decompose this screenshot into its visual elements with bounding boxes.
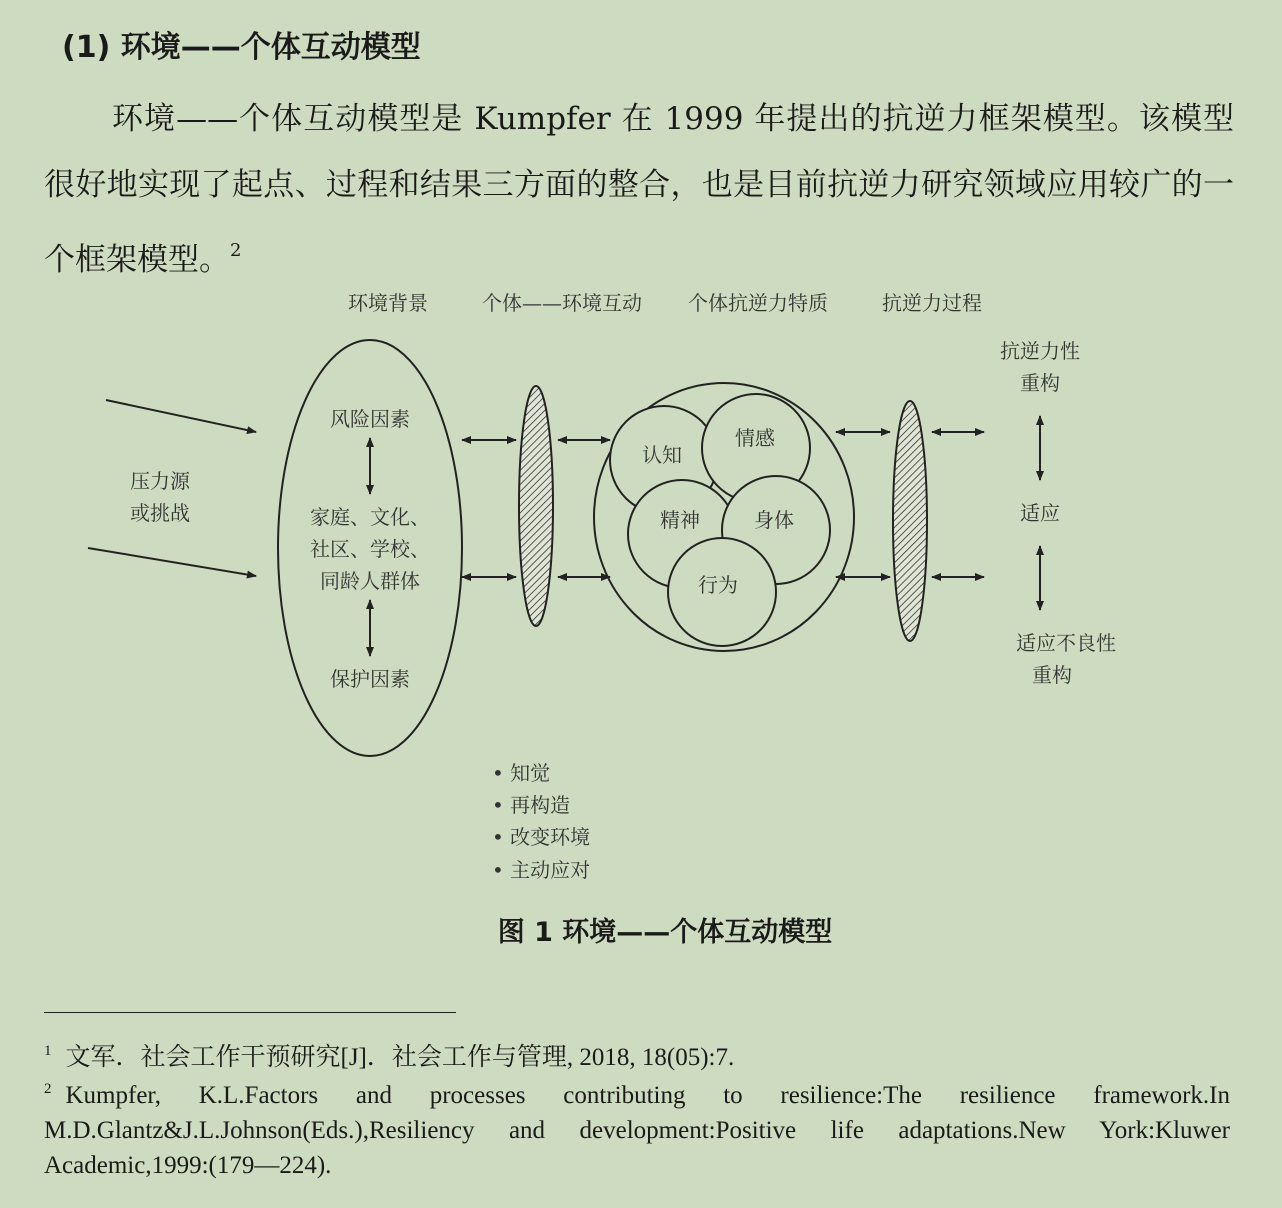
bullet-icon: • xyxy=(492,793,511,817)
risk-factors-label: 风险因素 xyxy=(330,407,410,431)
trait-label-body: 身体 xyxy=(754,508,794,532)
process-lens-right xyxy=(893,401,927,641)
outcome-adaptation: 适应 xyxy=(1020,501,1060,525)
header-individual-resilience-traits: 个体抗逆力特质 xyxy=(688,291,828,315)
outcome-resilient-line2: 重构 xyxy=(1020,371,1060,395)
footnote-2-text: Kumpfer, K.L.Factors and processes contributing to resilience:The resilience framework.In M.D.Glantz&J.L.Johnson(Eds.),Resiliency and development:Positive life adaptations.New York:Kluwer Academic,1999:(179—224). xyxy=(44,1082,1230,1179)
outcome-maladaptive-line2: 重构 xyxy=(1032,663,1072,687)
process-item-reframing-label: 再构造 xyxy=(510,793,571,817)
trait-label-cognition: 认知 xyxy=(642,443,682,467)
process-item-perception-label: 知觉 xyxy=(510,761,551,785)
body-paragraph xyxy=(44,86,1234,293)
process-item-change-environment-label: 改变环境 xyxy=(510,825,591,849)
stressor-label-line1: 压力源 xyxy=(130,469,190,493)
footnote-2-number: 2 xyxy=(44,1081,52,1097)
footnote-2 xyxy=(44,1072,1230,1183)
context-label-line2: 社区、学校、 xyxy=(310,537,430,561)
footnote-1-text: 文军．社会工作干预研究[J]．社会工作与管理, 2018, 18(05):7. xyxy=(65,1044,735,1071)
process-item-active-coping-label: 主动应对 xyxy=(510,858,591,882)
stressor-arrow-top xyxy=(106,400,256,432)
trait-label-spirit: 精神 xyxy=(660,508,700,532)
process-item-active-coping xyxy=(492,858,590,882)
stressor-arrow-bottom xyxy=(88,548,256,576)
header-resilience-process: 抗逆力过程 xyxy=(882,291,982,315)
figure-caption: 图 1 环境——个体互动模型 xyxy=(497,917,833,948)
header-environment-background: 环境背景 xyxy=(348,291,428,315)
outcome-resilient-line1: 抗逆力性 xyxy=(1000,339,1080,363)
process-item-change-environment xyxy=(492,825,590,849)
footnote-1 xyxy=(44,1034,1230,1075)
context-label-line1: 家庭、文化、 xyxy=(310,505,430,529)
protective-factors-label: 保护因素 xyxy=(330,667,410,691)
stressor-label-line2: 或挑战 xyxy=(130,501,190,525)
header-individual-environment-interaction: 个体——环境互动 xyxy=(482,291,642,315)
paragraph-text: 环境——个体互动模型是 Kumpfer 在 1999 年提出的抗逆力框架模型。该模型很好地实现了起点、过程和结果三方面的整合，也是目前抗逆力研究领域应用较广的一个框架模型。 xyxy=(44,101,1234,278)
trait-label-behavior: 行为 xyxy=(698,573,738,597)
trait-label-emotion: 情感 xyxy=(735,426,775,450)
section-heading: (1) 环境——个体互动模型 xyxy=(62,30,421,65)
process-item-reframing xyxy=(492,793,570,817)
bullet-icon: • xyxy=(492,825,511,849)
footnote-1-number: 1 xyxy=(44,1043,52,1059)
outcome-maladaptive-line1: 适应不良性 xyxy=(1016,631,1116,655)
environment-individual-interaction-diagram xyxy=(0,280,1282,900)
bullet-icon: • xyxy=(492,761,511,785)
footnote-reference[interactable]: 2 xyxy=(230,240,242,261)
process-item-perception xyxy=(492,761,550,785)
interaction-lens-left xyxy=(519,386,553,626)
bullet-icon: • xyxy=(492,858,511,882)
context-label-line3: 同龄人群体 xyxy=(320,569,420,593)
footnote-divider xyxy=(44,1012,456,1013)
